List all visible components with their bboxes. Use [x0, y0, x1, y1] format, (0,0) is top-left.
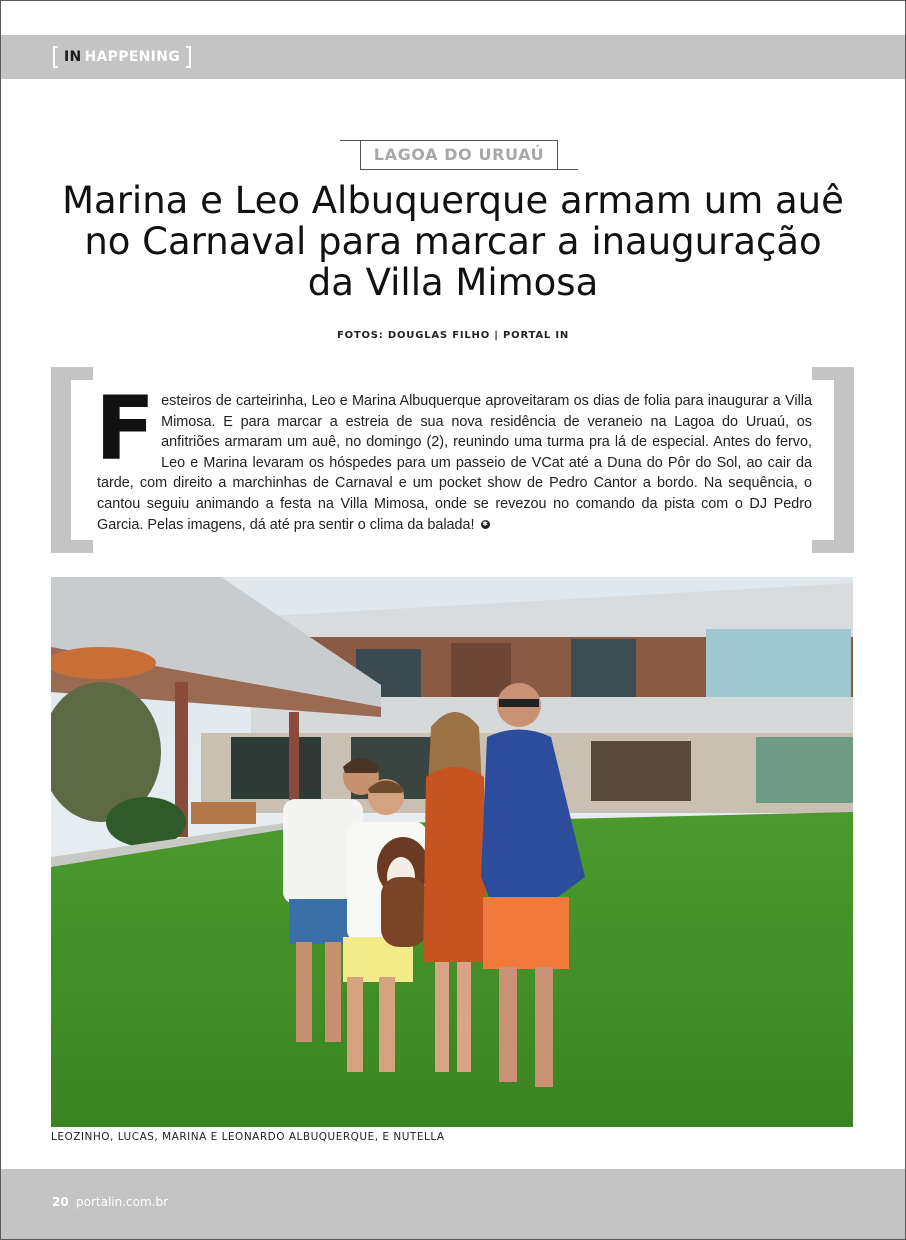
- section-tag: [53, 46, 191, 68]
- footer-bar: [1, 1169, 905, 1239]
- kicker-frame-bottom: [360, 169, 578, 170]
- puppy: [377, 837, 429, 947]
- location-kicker: [340, 140, 578, 171]
- end-of-article-icon: ✱: [482, 521, 488, 529]
- section-name: HAPPENING: [84, 49, 181, 65]
- page-number: 20: [52, 1195, 69, 1209]
- section-prefix: IN: [64, 49, 82, 65]
- intro-text: esteiros de carteirinha, Leo e Marina Albuquerque aproveitaram os dias de folia para inaugurar a Villa Mimosa. E para marcar a estreia de sua nova residência de veraneio na Lagoa do Uruaú, os anfitriões armaram um auê, no domingo (2), reunindo uma turma pra lá de especial. Antes do fervo, Leo e Marina levaram os hóspedes para um passeio de VCat até a Duna do Pôr do Sol, ao cair da tarde, com direito a marchinhas de Carnaval e um pocket show de Pedro Cantor a bordo. Na sequência, o cantou seguiu animando a festa na Villa Mimosa, onde se revezou no comando da pista com o DJ Pedro Garcia. Pelas imagens, dá até pra sentir o clima da balada!: [97, 393, 812, 533]
- intro-bracket-right: [812, 367, 854, 553]
- family-photo: [51, 577, 853, 1127]
- site-url: portalin.com.br: [76, 1195, 169, 1209]
- headline: Marina e Leo Albuquerque armam um auê no Carnaval para marcar a inauguração da Villa Mimosa: [62, 179, 844, 304]
- photo-credit: FOTOS: DOUGLAS FILHO | PORTAL IN: [336, 330, 570, 341]
- bracket-left-icon: [53, 46, 58, 68]
- intro-paragraph: [95, 377, 812, 535]
- intro-bracket-left: [51, 367, 93, 553]
- photo-caption: LEOZINHO, LUCAS, MARINA E LEONARDO ALBUQUERQUE, E NUTELLA: [51, 1131, 445, 1143]
- section-header-bar: [1, 35, 905, 79]
- location-label: LAGOA DO URUAÚ: [373, 145, 545, 164]
- drop-cap: F: [95, 377, 156, 480]
- bracket-right-icon: [186, 46, 191, 68]
